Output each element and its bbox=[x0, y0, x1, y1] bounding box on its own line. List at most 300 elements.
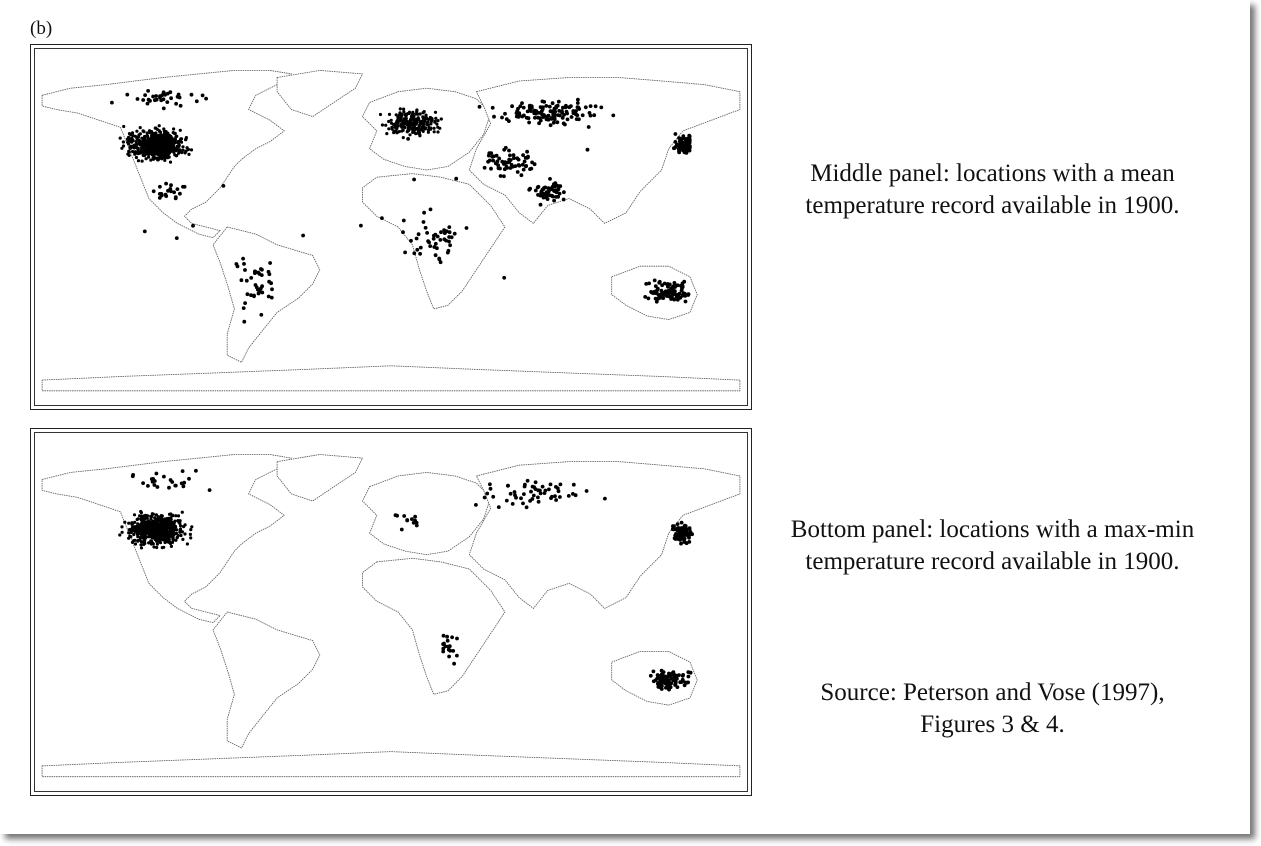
station-dot bbox=[146, 148, 149, 151]
station-dot bbox=[245, 279, 249, 283]
station-dot bbox=[438, 127, 441, 130]
station-dot bbox=[412, 128, 415, 131]
station-dot bbox=[145, 157, 148, 160]
station-dot bbox=[556, 120, 560, 124]
station-dot bbox=[190, 148, 193, 151]
station-dot bbox=[552, 121, 556, 125]
station-dot bbox=[167, 486, 171, 490]
station-dot bbox=[126, 138, 129, 141]
station-dot bbox=[522, 106, 526, 110]
station-dot bbox=[150, 532, 153, 535]
station-dot bbox=[567, 494, 571, 498]
station-dot bbox=[167, 518, 170, 521]
station-dot bbox=[489, 151, 493, 155]
station-dot bbox=[402, 219, 406, 223]
station-dot bbox=[677, 151, 681, 155]
japan-stations bbox=[672, 132, 692, 155]
station-dot bbox=[173, 140, 176, 143]
station-dot bbox=[446, 251, 450, 255]
station-dot bbox=[542, 186, 546, 190]
station-dot bbox=[436, 130, 439, 133]
station-dot bbox=[359, 224, 363, 228]
station-dot bbox=[408, 124, 411, 127]
station-dot bbox=[146, 484, 150, 488]
station-dot bbox=[504, 146, 508, 150]
station-dot bbox=[525, 505, 529, 509]
station-dot bbox=[541, 107, 545, 111]
station-dot bbox=[396, 115, 399, 118]
station-dot bbox=[483, 166, 487, 170]
station-dot bbox=[127, 531, 130, 534]
station-dot bbox=[152, 545, 155, 548]
station-dot bbox=[384, 124, 387, 127]
station-dot bbox=[142, 154, 145, 157]
station-dot bbox=[485, 492, 489, 496]
station-dot bbox=[184, 523, 187, 526]
station-dot bbox=[558, 495, 562, 499]
station-dot bbox=[539, 492, 543, 496]
station-dot bbox=[587, 125, 591, 129]
station-dot bbox=[496, 160, 500, 164]
station-dot bbox=[134, 542, 137, 545]
station-dot bbox=[161, 150, 164, 153]
station-dot bbox=[529, 490, 533, 494]
station-dot bbox=[259, 313, 263, 317]
station-dot bbox=[155, 522, 158, 525]
mean-station-map bbox=[30, 44, 752, 410]
station-dot bbox=[164, 525, 167, 528]
station-dot bbox=[242, 262, 246, 266]
station-dot bbox=[562, 190, 566, 194]
station-dot bbox=[474, 503, 478, 507]
station-dot bbox=[136, 518, 139, 521]
station-dot bbox=[675, 674, 679, 678]
station-dot bbox=[137, 529, 140, 532]
station-dot bbox=[489, 487, 493, 491]
station-dot bbox=[152, 189, 156, 193]
station-dot bbox=[549, 496, 553, 500]
station-dot bbox=[425, 231, 429, 235]
station-dot bbox=[678, 142, 682, 146]
station-dot bbox=[136, 97, 140, 101]
station-dot bbox=[402, 129, 405, 132]
antarctica-outline bbox=[42, 752, 740, 777]
station-dot bbox=[547, 118, 551, 122]
station-dot bbox=[496, 163, 500, 167]
station-dot bbox=[534, 480, 538, 484]
europe-outline bbox=[363, 472, 491, 554]
station-dot bbox=[267, 295, 271, 299]
station-dot bbox=[136, 535, 139, 538]
station-dot bbox=[174, 197, 178, 201]
station-dot bbox=[301, 234, 305, 238]
station-dot bbox=[142, 144, 145, 147]
station-dot bbox=[160, 516, 163, 519]
station-dot bbox=[169, 523, 172, 526]
station-dot bbox=[179, 104, 183, 108]
station-dot bbox=[659, 683, 663, 687]
station-dot bbox=[548, 105, 552, 109]
station-dot bbox=[683, 540, 687, 544]
station-dot bbox=[673, 281, 677, 285]
station-dot bbox=[687, 536, 691, 540]
station-dot bbox=[413, 515, 417, 519]
station-dot bbox=[434, 253, 438, 257]
station-dot bbox=[135, 146, 138, 149]
greenland-outline bbox=[277, 70, 362, 116]
station-dot bbox=[451, 649, 455, 653]
station-dot bbox=[544, 104, 548, 108]
station-dot bbox=[156, 485, 160, 489]
station-dot bbox=[159, 131, 162, 134]
station-dot bbox=[520, 101, 524, 105]
station-dot bbox=[177, 142, 180, 145]
station-dot bbox=[513, 493, 517, 497]
station-dot bbox=[241, 257, 245, 261]
station-dot bbox=[155, 518, 158, 521]
station-dot bbox=[576, 101, 580, 105]
station-dot bbox=[146, 102, 150, 106]
station-dot bbox=[243, 268, 247, 272]
station-dot bbox=[132, 525, 135, 528]
station-dot bbox=[411, 113, 414, 116]
station-dot bbox=[553, 181, 557, 185]
station-dot bbox=[140, 546, 143, 549]
station-dot bbox=[183, 532, 186, 535]
station-dot bbox=[152, 141, 155, 144]
mean-map-canvas bbox=[35, 49, 747, 405]
station-dot bbox=[158, 524, 161, 527]
station-dot bbox=[661, 296, 665, 300]
station-dot bbox=[141, 98, 145, 102]
station-dot bbox=[166, 148, 169, 151]
station-dot bbox=[483, 496, 487, 500]
station-dot bbox=[525, 156, 529, 160]
station-dot bbox=[649, 290, 653, 294]
station-dot bbox=[240, 278, 244, 282]
station-dot bbox=[417, 116, 420, 119]
station-dot bbox=[172, 127, 175, 130]
station-dot bbox=[181, 469, 185, 473]
station-dot bbox=[400, 115, 403, 118]
station-dot bbox=[144, 537, 147, 540]
station-dot bbox=[558, 114, 562, 118]
station-dot bbox=[643, 295, 647, 299]
station-dot bbox=[141, 519, 144, 522]
station-dot bbox=[155, 546, 158, 549]
station-dot bbox=[408, 133, 411, 136]
station-dot bbox=[172, 190, 176, 194]
station-dot bbox=[533, 162, 537, 166]
station-dot bbox=[440, 117, 443, 120]
station-dot bbox=[129, 535, 132, 538]
station-dot bbox=[554, 195, 558, 199]
station-dot bbox=[204, 97, 208, 101]
station-dot bbox=[160, 194, 164, 198]
station-dot bbox=[422, 123, 425, 126]
station-dot bbox=[155, 98, 159, 102]
station-dot bbox=[168, 513, 171, 516]
station-dot bbox=[507, 158, 511, 162]
station-dot bbox=[405, 518, 409, 522]
station-dot bbox=[599, 106, 603, 110]
station-dot bbox=[171, 514, 174, 517]
station-dot bbox=[510, 104, 514, 108]
station-dot bbox=[173, 533, 176, 536]
station-dot bbox=[163, 92, 167, 96]
station-dot bbox=[570, 115, 574, 119]
station-dot bbox=[439, 260, 443, 264]
station-dot bbox=[179, 534, 182, 537]
station-dot bbox=[552, 199, 556, 203]
station-dot bbox=[562, 198, 566, 202]
station-dot bbox=[680, 289, 684, 293]
station-dot bbox=[139, 132, 142, 135]
station-dot bbox=[270, 287, 274, 291]
station-dot bbox=[133, 513, 136, 516]
station-dot bbox=[688, 135, 692, 139]
station-dot bbox=[491, 159, 495, 163]
station-dot bbox=[559, 483, 563, 487]
station-dot bbox=[489, 167, 493, 171]
station-dot bbox=[127, 150, 130, 153]
station-dot bbox=[521, 153, 525, 157]
station-dot bbox=[433, 130, 436, 133]
station-dot bbox=[175, 236, 179, 240]
station-dot bbox=[500, 116, 504, 120]
station-dot bbox=[179, 519, 182, 522]
station-dot bbox=[660, 283, 664, 287]
station-dot bbox=[182, 485, 186, 489]
station-dot bbox=[146, 136, 149, 139]
station-dot bbox=[426, 239, 430, 243]
station-dot bbox=[402, 110, 405, 113]
station-dot bbox=[190, 525, 193, 528]
station-dot bbox=[155, 513, 158, 516]
station-dot bbox=[162, 97, 166, 101]
station-dot bbox=[181, 511, 184, 514]
station-dot bbox=[548, 177, 552, 181]
station-dot bbox=[454, 177, 458, 181]
station-dot bbox=[547, 488, 551, 492]
station-dot bbox=[118, 533, 121, 536]
station-dot bbox=[183, 185, 187, 189]
station-dot bbox=[155, 472, 159, 476]
station-dot bbox=[149, 146, 152, 149]
station-dot bbox=[135, 130, 138, 133]
station-dot bbox=[683, 151, 687, 155]
station-dot bbox=[431, 118, 434, 121]
station-dot bbox=[495, 154, 499, 158]
station-dot bbox=[249, 276, 253, 280]
station-dot bbox=[409, 119, 412, 122]
station-dot bbox=[541, 115, 545, 119]
station-dot bbox=[522, 492, 526, 496]
station-dot bbox=[502, 276, 506, 280]
station-dot bbox=[154, 127, 157, 130]
station-dot bbox=[549, 123, 553, 127]
station-dot bbox=[689, 530, 693, 534]
station-dot bbox=[683, 529, 687, 533]
station-dot bbox=[147, 529, 150, 532]
station-dot bbox=[529, 167, 533, 171]
station-dot bbox=[110, 101, 114, 105]
station-dot bbox=[444, 239, 448, 243]
station-dot bbox=[164, 529, 167, 532]
station-dot bbox=[686, 670, 690, 674]
africa-outline bbox=[363, 174, 505, 309]
station-dot bbox=[584, 105, 588, 109]
station-dot bbox=[662, 676, 666, 680]
station-dot bbox=[380, 216, 384, 220]
station-dot bbox=[166, 525, 169, 528]
station-dot bbox=[416, 127, 419, 130]
station-dot bbox=[127, 522, 130, 525]
station-dot bbox=[165, 100, 169, 104]
station-dot bbox=[119, 137, 122, 140]
station-dot bbox=[151, 477, 155, 481]
station-dot bbox=[400, 126, 403, 129]
station-dot bbox=[160, 154, 163, 157]
station-dot bbox=[143, 230, 147, 234]
station-dot bbox=[402, 514, 406, 518]
station-dot bbox=[669, 287, 673, 291]
station-dot bbox=[412, 251, 416, 255]
station-dot bbox=[162, 139, 165, 142]
station-dot bbox=[135, 137, 138, 140]
station-dot bbox=[423, 126, 426, 129]
station-dot bbox=[439, 238, 443, 242]
station-dot bbox=[537, 500, 541, 504]
station-dot bbox=[403, 251, 407, 255]
station-dot bbox=[403, 126, 406, 129]
station-dot bbox=[675, 536, 679, 540]
station-dot bbox=[400, 528, 404, 532]
station-dot bbox=[156, 543, 159, 546]
station-dot bbox=[174, 484, 178, 488]
station-dot bbox=[683, 292, 687, 296]
station-dot bbox=[557, 489, 561, 493]
station-dot bbox=[676, 522, 680, 526]
station-dot bbox=[136, 525, 139, 528]
station-dot bbox=[420, 120, 423, 123]
station-dot bbox=[390, 119, 393, 122]
station-dot bbox=[647, 282, 651, 286]
station-dot bbox=[491, 495, 495, 499]
station-dot bbox=[122, 144, 125, 147]
station-dot bbox=[553, 117, 557, 121]
station-dot bbox=[450, 635, 454, 639]
station-dot bbox=[589, 114, 593, 118]
station-dot bbox=[169, 542, 172, 545]
station-dot bbox=[258, 272, 262, 276]
station-dot bbox=[576, 98, 580, 102]
station-dot bbox=[524, 165, 528, 169]
station-dot bbox=[136, 152, 139, 155]
station-dot bbox=[406, 137, 410, 141]
station-dot bbox=[418, 134, 421, 137]
station-dot bbox=[492, 115, 496, 119]
station-dot bbox=[395, 514, 399, 518]
station-dot bbox=[174, 514, 177, 517]
station-dot bbox=[137, 159, 140, 162]
station-dot bbox=[174, 102, 178, 106]
station-dot bbox=[660, 679, 664, 683]
station-dot bbox=[253, 270, 257, 274]
station-dot bbox=[573, 112, 577, 116]
station-dot bbox=[514, 164, 518, 168]
station-dot bbox=[490, 155, 494, 159]
station-dot bbox=[558, 184, 562, 188]
station-dot bbox=[160, 135, 163, 138]
station-dot bbox=[163, 159, 166, 162]
station-dot bbox=[154, 152, 157, 155]
station-dot bbox=[162, 475, 166, 479]
station-dot bbox=[684, 300, 688, 304]
station-dot bbox=[184, 151, 187, 154]
station-dot bbox=[687, 675, 691, 679]
station-dot bbox=[529, 109, 533, 113]
station-dot bbox=[390, 122, 393, 125]
station-dot bbox=[491, 106, 495, 110]
station-dot bbox=[523, 160, 527, 164]
station-dot bbox=[422, 220, 426, 224]
station-dot bbox=[526, 110, 530, 114]
station-dot bbox=[681, 674, 685, 678]
station-dot bbox=[448, 243, 452, 247]
station-dot bbox=[189, 536, 192, 539]
station-dot bbox=[254, 283, 258, 287]
station-dot bbox=[235, 262, 239, 266]
station-dot bbox=[189, 528, 192, 531]
greenland-outline bbox=[277, 455, 362, 502]
station-dot bbox=[447, 235, 451, 239]
station-dot bbox=[679, 284, 683, 288]
station-dot bbox=[135, 156, 138, 159]
station-dot bbox=[242, 320, 246, 324]
station-dot bbox=[131, 474, 135, 478]
station-dot bbox=[141, 525, 144, 528]
station-dot bbox=[678, 527, 682, 531]
station-dot bbox=[143, 136, 146, 139]
station-dot bbox=[447, 655, 451, 659]
station-dot bbox=[246, 292, 250, 296]
station-dot bbox=[157, 140, 160, 143]
station-dot bbox=[574, 493, 578, 497]
station-dot bbox=[398, 130, 401, 133]
station-dot bbox=[169, 150, 172, 153]
station-dot bbox=[549, 483, 553, 487]
station-dot bbox=[672, 524, 676, 528]
station-dot bbox=[554, 498, 558, 502]
station-dot bbox=[586, 148, 590, 152]
station-dot bbox=[415, 112, 418, 115]
station-dot bbox=[120, 525, 123, 528]
station-dot bbox=[175, 135, 178, 138]
station-dot bbox=[141, 481, 145, 485]
station-dot bbox=[594, 104, 598, 108]
station-dot bbox=[502, 174, 506, 178]
station-dot bbox=[592, 113, 596, 117]
station-dot bbox=[146, 89, 150, 93]
station-dot bbox=[172, 522, 175, 525]
station-dot bbox=[125, 93, 129, 97]
station-dot bbox=[439, 230, 443, 234]
station-dot bbox=[553, 494, 557, 498]
station-dot bbox=[672, 528, 676, 532]
station-dot bbox=[429, 208, 433, 212]
station-dot bbox=[146, 131, 149, 134]
